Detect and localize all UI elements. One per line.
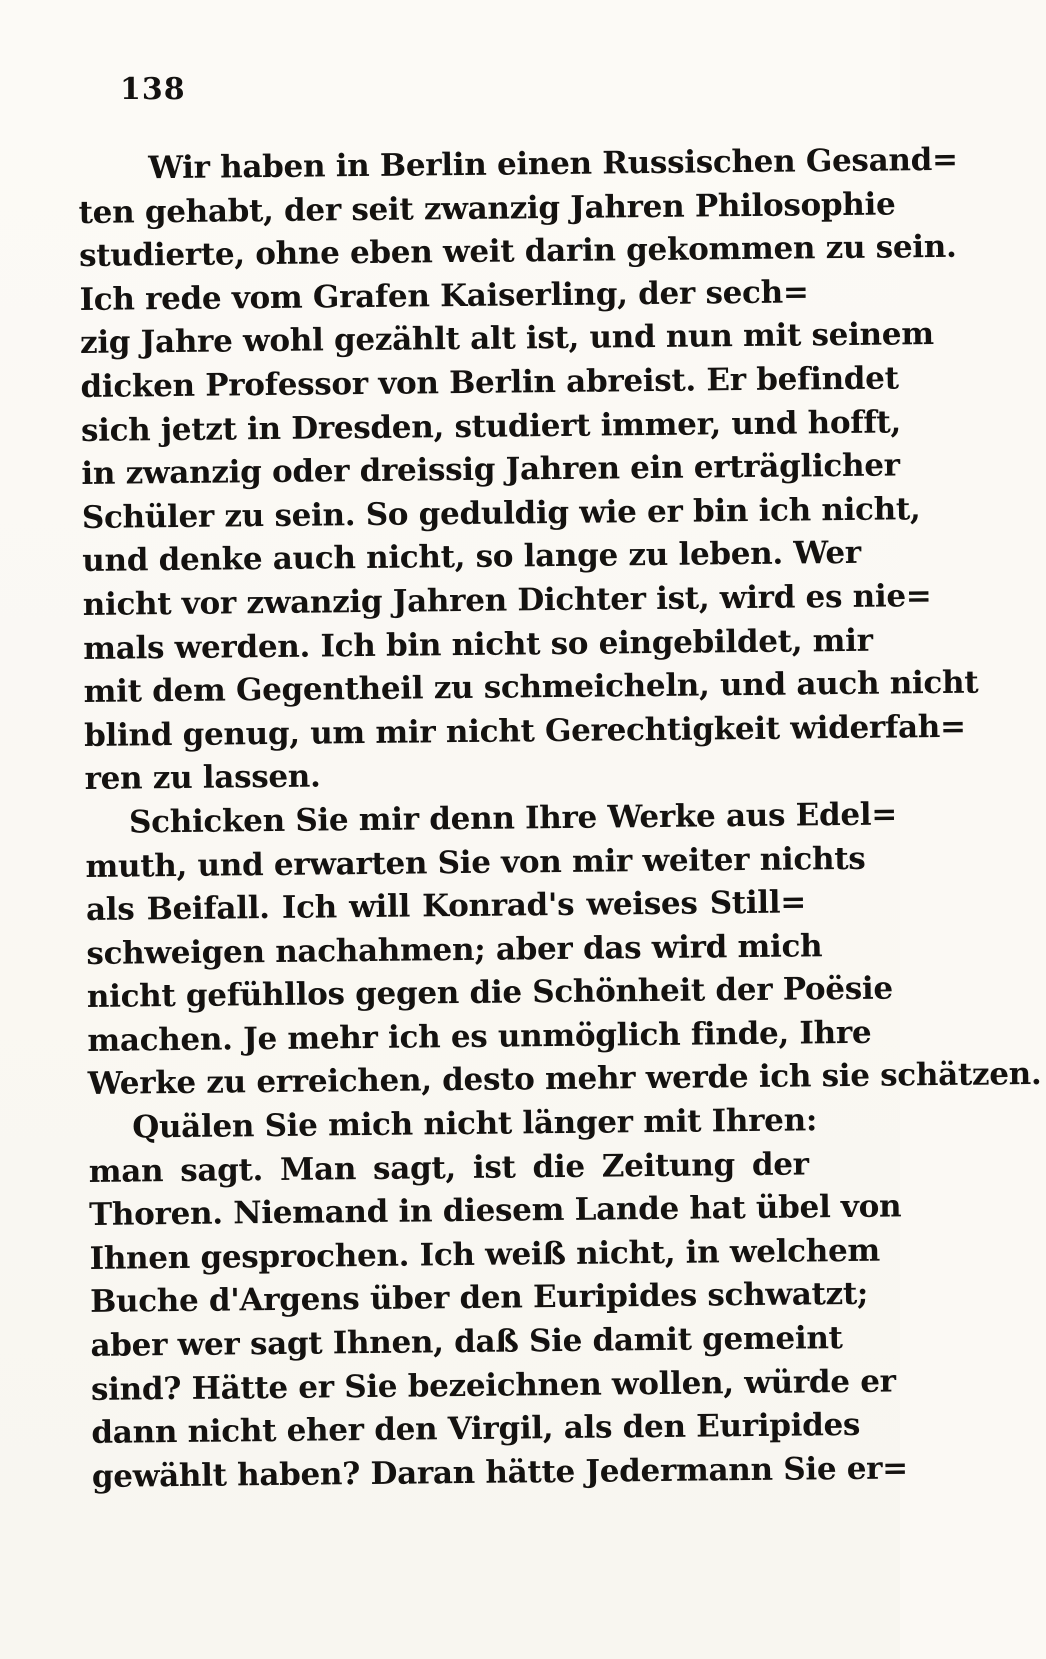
text-line: in zwanzig oder dreissig Jahren ein erträglicher [81,447,900,493]
text-line: als Beifall. Ich will Konrad's weises Still= [85,884,807,929]
text-line: Ich rede vom Grafen Kaiserling, der sech= [79,274,809,318]
text-line: Buche d'Argens über den Euripides schwatzt; [89,1276,869,1321]
text-line: Ihnen gesprochen. Ich weiß nicht, in welchem [89,1232,881,1277]
text-line: ten gehabt, der seit zwanzig Jahren Philosophie [78,186,896,231]
text-line: Thoren. Niemand in diesem Lande hat übel von [88,1188,902,1234]
text-line: mals werden. Ich bin nicht so eingebildet, mir [83,622,873,667]
text-line: machen. Je mehr ich es unmöglich finde, Ihre [87,1014,872,1059]
text-line: Schüler zu sein. So geduldig wie er bin ich nicht, [81,490,921,536]
text-line: studierte, ohne eben weit darin gekommen zu sein. [78,228,957,275]
text-line: Schicken Sie mir denn Ihre Werke aus Edel= [128,796,898,841]
text-line: mit dem Gegentheil zu schmeicheln, und auch nicht [83,664,979,711]
text-line: sich jetzt in Dresden, studiert immer, und hofft, [80,403,902,449]
paragraph-3 [88,1099,909,1499]
text-line: aber wer sagt Ihnen, daß Sie damit gemeint [90,1320,843,1364]
page-number: 138 [120,72,186,107]
text-line: nicht vor zwanzig Jahren Dichter ist, wird es nie= [82,578,932,623]
text-line: blind genug, um mir nicht Gerechtigkeit widerfah= [83,708,966,754]
body-text [78,140,1042,1499]
paragraph-1 [78,140,979,801]
paragraph-2 [85,794,1042,1107]
text-line: dicken Professor von Berlin abreist. Er befindet [80,360,899,405]
text-line: nicht gefühllos gegen die Schönheit der Poësie [86,970,893,1016]
text-line: schweigen nachahmen; aber das wird mich [86,927,823,972]
text-line: dann nicht eher den Virgil, als den Euripides [91,1407,861,1452]
text-line: sind? Hätte er Sie bezeichnen wollen, würde er [90,1363,896,1408]
text-line: Quälen Sie mich nicht länger mit Ihren: [132,1102,818,1146]
text-line: zig Jahre wohl gezählt alt ist, und nun mit seinem [79,316,934,362]
text-line: und denke auch nicht, so lange zu leben. Wer [82,535,862,580]
text-line: Wir haben in Berlin einen Russischen Gesand= [148,141,958,187]
text-line: gewählt haben? Daran hätte Jedermann Sie er= [91,1450,909,1495]
text-line: ren zu lassen. [84,758,321,798]
text-line: man sagt. Man sagt, ist die Zeitung der [88,1146,809,1190]
text-line: muth, und erwarten Sie von mir weiter nichts [85,840,866,885]
text-line: Werke zu erreichen, desto mehr werde ich sie schätzen. [87,1056,1042,1103]
